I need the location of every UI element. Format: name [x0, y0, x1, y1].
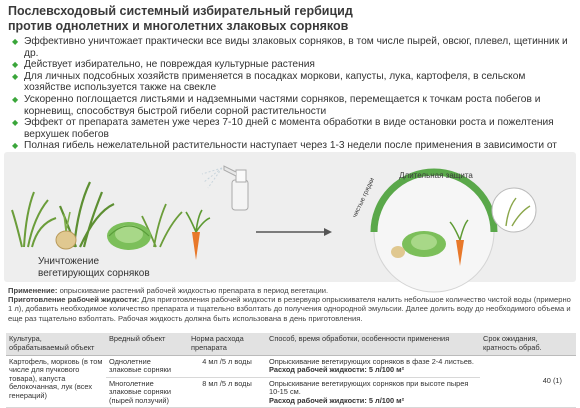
protected-bed-icon: [374, 172, 494, 292]
arc-label: Длительная защита: [399, 171, 473, 180]
preparation-paragraph: [8, 295, 574, 323]
onion-icon: [56, 212, 76, 249]
usage-info: [8, 286, 574, 323]
spray-bottle-icon: [202, 166, 248, 210]
consumption-text: Расход рабочей жидкости: 5 л/100 м²: [269, 365, 405, 375]
arc-label-side: чистые грядки: [351, 176, 377, 219]
title-line-1: Послевсходовый системный избирательный гербицид: [8, 4, 353, 18]
feature-item: ◆ Полная гибель нежелательной растительности наступает через 1-3 недели после применения в зависимости от: [12, 140, 568, 163]
feature-item: ◆ Для личных подсобных хозяйств применяется в посадках моркови, капусты, лука, картофеля, в сельском хозяйстве используется также на свекле: [12, 71, 568, 94]
feature-list: [12, 36, 568, 164]
carrot-icon: [186, 210, 210, 260]
crop-cell: Картофель, морковь (в том числе для пучкового товара), капуста белокочанная, лук (всех генераций): [6, 355, 106, 408]
column-header: Срок ожидания, кратность обраб.: [480, 333, 576, 355]
column-header: Культура, обрабатываемый объект: [6, 333, 106, 355]
column-header: Вредный объект: [106, 333, 188, 355]
preparation-label: Приготовление рабочей жидкости:: [8, 295, 140, 305]
method-text: Опрыскивание вегетирующих сорняков при высоте пырея 10-15 см.: [269, 378, 469, 397]
pest-cell: Однолетние злаковые сорняки: [106, 355, 188, 377]
wait-cell: 40 (1): [480, 355, 576, 408]
illustration-panel: [4, 152, 576, 282]
method-text: Опрыскивание вегетирующих сорняков в фазе 2-4 листьев.: [269, 356, 474, 366]
method-cell: [266, 355, 480, 377]
table-header-row: [6, 333, 576, 355]
rate-cell: 8 мл /5 л воды: [188, 377, 266, 408]
feature-item: ◆ Эффект от препарата заметен уже через 7-10 дней с момента обработки в виде остановки роста и пожелтения верхушек побегов: [12, 117, 568, 140]
usage-label: Применение:: [8, 286, 58, 295]
illustration-caption: [38, 256, 150, 280]
feature-item: ◆ Ускоренно поглощается листьями и надземными частями сорняков, перемещается к точкам роста побегов и корневищ, способствуя быстрой гибели сорной растительности: [12, 94, 568, 117]
caption-line-2: вегетирующих сорняков: [38, 268, 150, 279]
weed-dying-icon: [492, 188, 536, 232]
feature-item: ◆ Действует избирательно, не повреждая культурные растения: [12, 59, 568, 71]
weeds-group: [12, 182, 182, 247]
usage-paragraph: [8, 286, 574, 295]
title-line-2: против однолетних и многолетних злаковых сорняков: [8, 19, 349, 33]
pest-cell: Многолетние злаковые сорняки (пырей ползучий): [106, 377, 188, 408]
rate-cell: 4 мл /5 л воды: [188, 355, 266, 377]
regulations-table: [6, 333, 576, 408]
preparation-text: Для приготовления рабочей жидкости в резервуар опрыскивателя налить небольшое количество чистой воды (примерно 1 л), добавить необходимое количество препарата и тщательно взболтать до получения однородной эмульсии. Далее долить воду до необходимого объема и еще раз тщательно взболтать. Рабочая жидкость должна быть использована в день приготовления.: [8, 295, 571, 323]
page-title: [8, 4, 568, 34]
arrow-right-icon: [256, 228, 332, 236]
cabbage-icon: [107, 222, 151, 250]
column-header: Способ, время обработки, особенности применения: [266, 333, 480, 355]
caption-line-1: Уничтожение: [38, 256, 100, 267]
consumption-text: Расход рабочей жидкости: 5 л/100 м²: [269, 395, 405, 405]
feature-item: ◆ Эффективно уничтожает практически все виды злаковых сорняков, в том числе пырей, овсюг, плевел, щетинник и др.: [12, 36, 568, 59]
method-cell: [266, 377, 480, 408]
table-row: [6, 355, 576, 377]
usage-text: опрыскивание растений рабочей жидкостью препарата в период вегетации.: [59, 286, 329, 295]
column-header: Норма расхода препарата: [188, 333, 266, 355]
